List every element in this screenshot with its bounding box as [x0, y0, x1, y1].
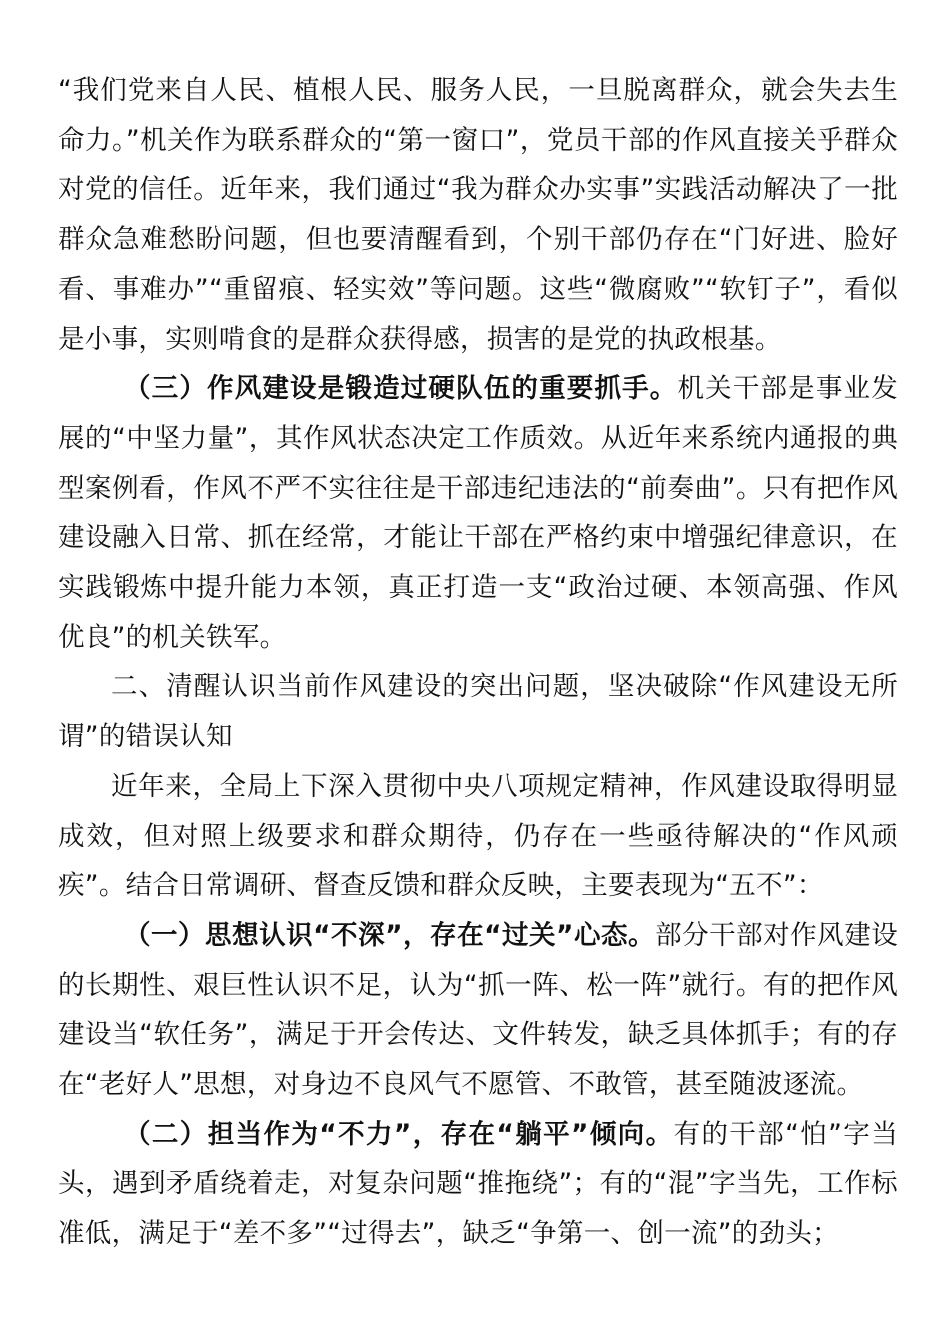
section-heading-two [58, 662, 898, 761]
paragraph-text: “我们党来自人民、植根人民、服务人民，一旦脱离群众，就会失去生命力。”机关作为联系群众的“第一窗口”，党员干部的作风直接关乎群众对党的信任。近年来，我们通过“我为群众办实事”实践活动解决了一批群众急难愁盼问题，但也要清醒看到，个别干部仍存在“门好进、脸好看、事难办”“重留痕、轻实效”等问题。这些“微腐败”“软钉子”，看似是小事，实则啃食的是群众获得感，损害的是党的执政根基。 [58, 75, 898, 355]
paragraph-problem-one [58, 911, 898, 1110]
paragraph-intro-five-problems [58, 762, 898, 911]
paragraph-heading: （三）作风建设是锻造过硬队伍的重要抓手。 [124, 373, 678, 405]
paragraph-text: 近年来，全局上下深入贯彻中央八项规定精神，作风建设取得明显成效，但对照上级要求和群众期待，仍存在一些亟待解决的“作风顽疾”。结合日常调研、督查反馈和群众反映，主要表现为“五不”： [58, 770, 898, 902]
paragraph-heading: （二）担当作为“不力”，存在“躺平”倾向。 [124, 1118, 674, 1150]
section-heading-text: 二、清醒认识当前作风建设的突出问题，坚决破除“作风建设无所谓”的错误认知 [58, 671, 898, 753]
document-page [58, 66, 898, 1259]
paragraph-text: 部分干部对作风建设的长期性、艰巨性认识不足，认为“抓一阵、松一阵”就行。有的把作风建设当“软任务”，满足于开会传达、文件转发，缺乏具体抓手；有的存在“老好人”思想，对身边不良风气不愿管、不敢管，甚至随波逐流。 [58, 919, 899, 1101]
paragraph-text: 有的干部“怕”字当头，遇到矛盾绕着走，对复杂问题“推拖绕”；有的“混”字当先，工作标准低，满足于“差不多”“过得去”，缺乏“争第一、创一流”的劲头； [58, 1118, 898, 1250]
paragraph-mass-line [58, 66, 898, 364]
paragraph-problem-two [58, 1110, 898, 1259]
paragraph-section-three [58, 364, 898, 662]
paragraph-heading: （一）思想认识“不深”，存在“过关”心态。 [124, 919, 656, 951]
paragraph-text: 机关干部是事业发展的“中坚力量”，其作风状态决定工作质效。从近年来系统内通报的典型案例看，作风不严不实往往是干部违纪违法的“前奏曲”。只有把作风建设融入日常、抓在经常，才能让干部在严格约束中增强纪律意识，在实践锻炼中提升能力本领，真正打造一支“政治过硬、本领高强、作风优良”的机关铁军。 [58, 373, 899, 653]
